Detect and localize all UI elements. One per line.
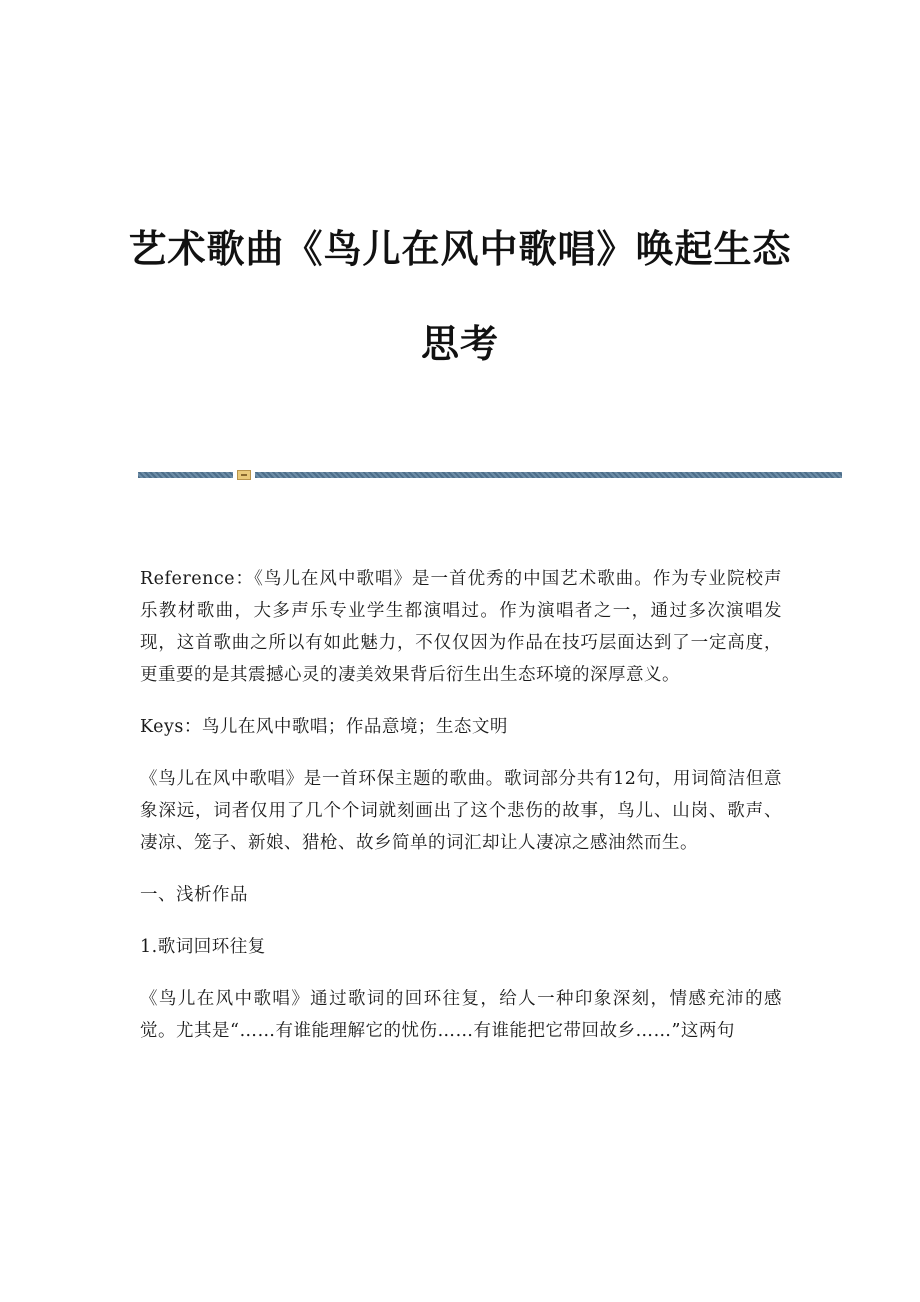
divider-ornament-icon	[237, 470, 251, 480]
intro-paragraph: 《鸟儿在风中歌唱》是一首环保主题的歌曲。歌词部分共有12句，用词简洁但意象深远，词者仅用了几个个词就刻画出了这个悲伤的故事，鸟儿、山岗、歌声、凄凉、笼子、新娘、猎枪、故乡简单的词汇却让人凄凉之感油然而生。	[140, 769, 782, 853]
document-title-line-2: 思考	[420, 322, 499, 366]
divider-bar-right	[255, 472, 842, 478]
subsection-heading: 1.歌词回环往复	[140, 937, 266, 957]
section-heading: 一、浅析作品	[140, 885, 248, 905]
divider-bar-left	[138, 472, 233, 478]
keywords-paragraph: Keys：鸟儿在风中歌唱；作品意境；生态文明	[140, 717, 508, 737]
title-divider	[138, 470, 842, 480]
document-body	[140, 563, 782, 1067]
body-paragraph: 《鸟儿在风中歌唱》通过歌词的回环往复，给人一种印象深刻，情感充沛的感觉。尤其是“……有谁能理解它的忧伤……有谁能把它带回故乡……”这两句	[140, 989, 782, 1041]
document-title-line-1: 艺术歌曲《鸟儿在风中歌唱》唤起生态	[128, 227, 792, 271]
abstract-paragraph: Reference：《鸟儿在风中歌唱》是一首优秀的中国艺术歌曲。作为专业院校声乐教材歌曲，大多声乐专业学生都演唱过。作为演唱者之一，通过多次演唱发现，这首歌曲之所以有如此魅力，不仅仅因为作品在技巧层面达到了一定高度，更重要的是其震撼心灵的凄美效果背后衍生出生态环境的深厚意义。	[140, 569, 782, 685]
